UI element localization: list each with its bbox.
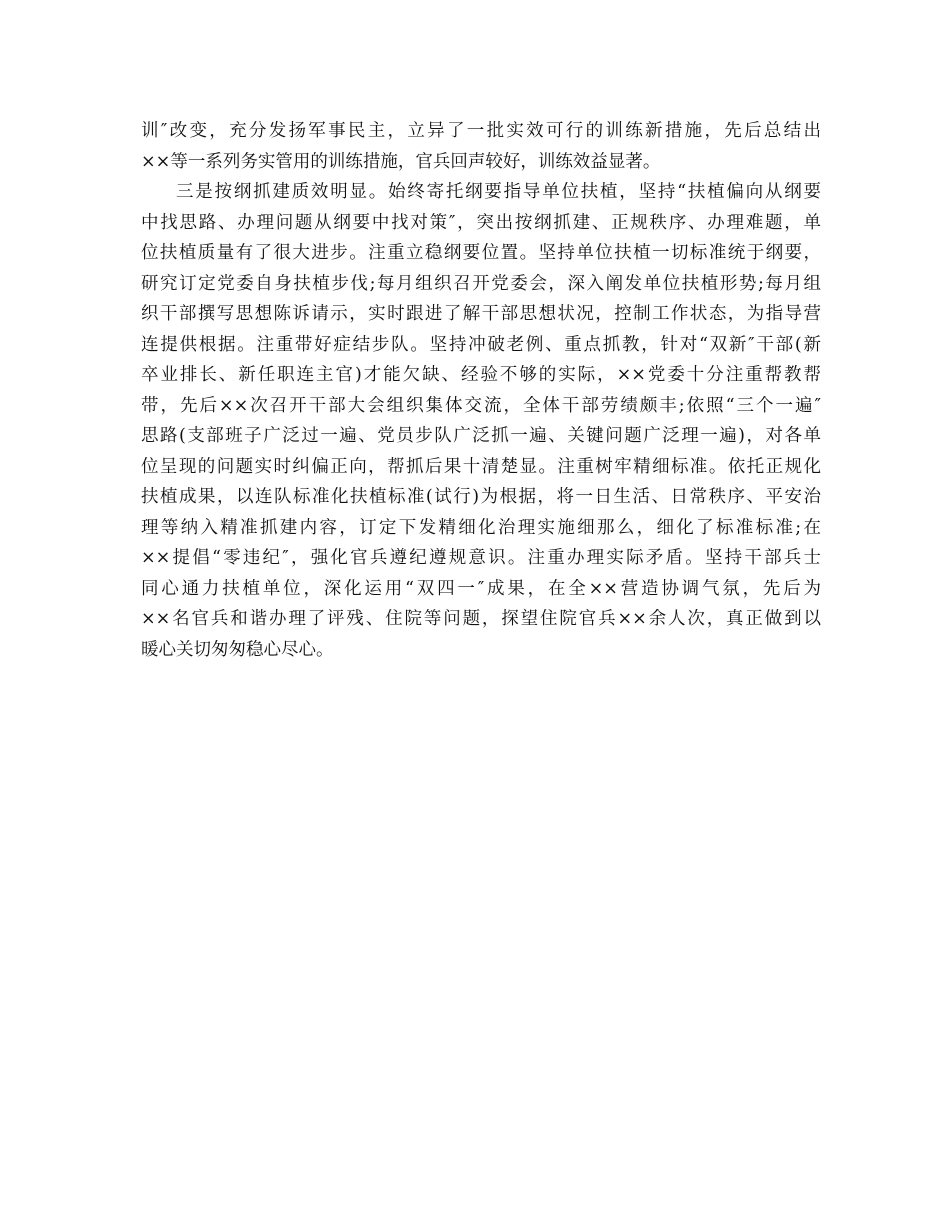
document-body: [141, 116, 821, 665]
paragraph-2-line-7: 卒业排长、新任职连主官)才能欠缺、经验不够的实际，××党委十分注重帮教帮: [141, 365, 821, 385]
paragraph-2-line-4: 研究订定党委自身扶植步伐;每月组织召开党委会，深入阐发单位扶植形势;每月组: [141, 273, 821, 294]
paragraph-2-line-6: 连提供根据。注重带好症结步队。坚持冲破老例、重点抓教，针对“双新″干部(新: [141, 334, 821, 355]
paragraph-2-line-13: ××提倡“零违纪″，强化官兵遵纪遵规意识。注重办理实际矛盾。坚持干部兵士: [141, 548, 821, 568]
paragraph-2-line-11: 扶植成果，以连队标准化扶植标准(试行)为根据，将一日生活、日常秩序、平安治: [141, 487, 821, 507]
paragraph-2-line-9: 思路(支部班子广泛过一遍、党员步队广泛抓一遍、关键问题广泛理一遍)，对各单: [141, 426, 821, 446]
paragraph-1-line-2: ××等一系列务实管用的训练措施，官兵回声较好，训练效益显著。: [141, 151, 661, 172]
paragraph-2-line-5: 织干部撰写思想陈诉请示，实时跟进了解干部思想状况，控制工作状态，为指导营: [141, 304, 821, 324]
paragraph-2-line-15: ××名官兵和谐办理了评残、住院等问题，探望住院官兵××余人次，真正做到以: [141, 609, 821, 629]
paragraph-2-line-2: 中找思路、办理问题从纲要中找对策″，突出按纲抓建、正规秩序、办理难题，单: [141, 212, 821, 233]
paragraph-2-line-10: 位呈现的问题实时纠偏正向，帮抓后果十清楚显。注重树牢精细标准。依托正规化: [141, 456, 821, 477]
paragraph-2-line-3: 位扶植质量有了很大进步。注重立稳纲要位置。坚持单位扶植一切标准统于纲要，: [141, 243, 821, 263]
paragraph-2-line-16: 暖心关切匆匆稳心尽心。: [141, 639, 334, 660]
paragraph-2-line-12: 理等纳入精准抓建内容，订定下发精细化治理实施细那么，细化了标准标准;在: [141, 517, 821, 538]
paragraph-2-line-1: 三是按纲抓建质效明显。始终寄托纲要指导单位扶植，坚持“扶植偏向从纲要: [176, 182, 821, 202]
paragraph-2-line-14: 同心通力扶植单位，深化运用“双四一″成果，在全××营造协调气氛，先后为: [141, 578, 821, 599]
paragraph-2-line-8: 带，先后××次召开干部大会组织集体交流，全体干部劳绩颇丰;依照“三个一遍″: [141, 395, 821, 416]
paragraph-1-line-1: 训″改变，充分发扬军事民主，立异了一批实效可行的训练新措施，先后总结出: [141, 121, 821, 141]
